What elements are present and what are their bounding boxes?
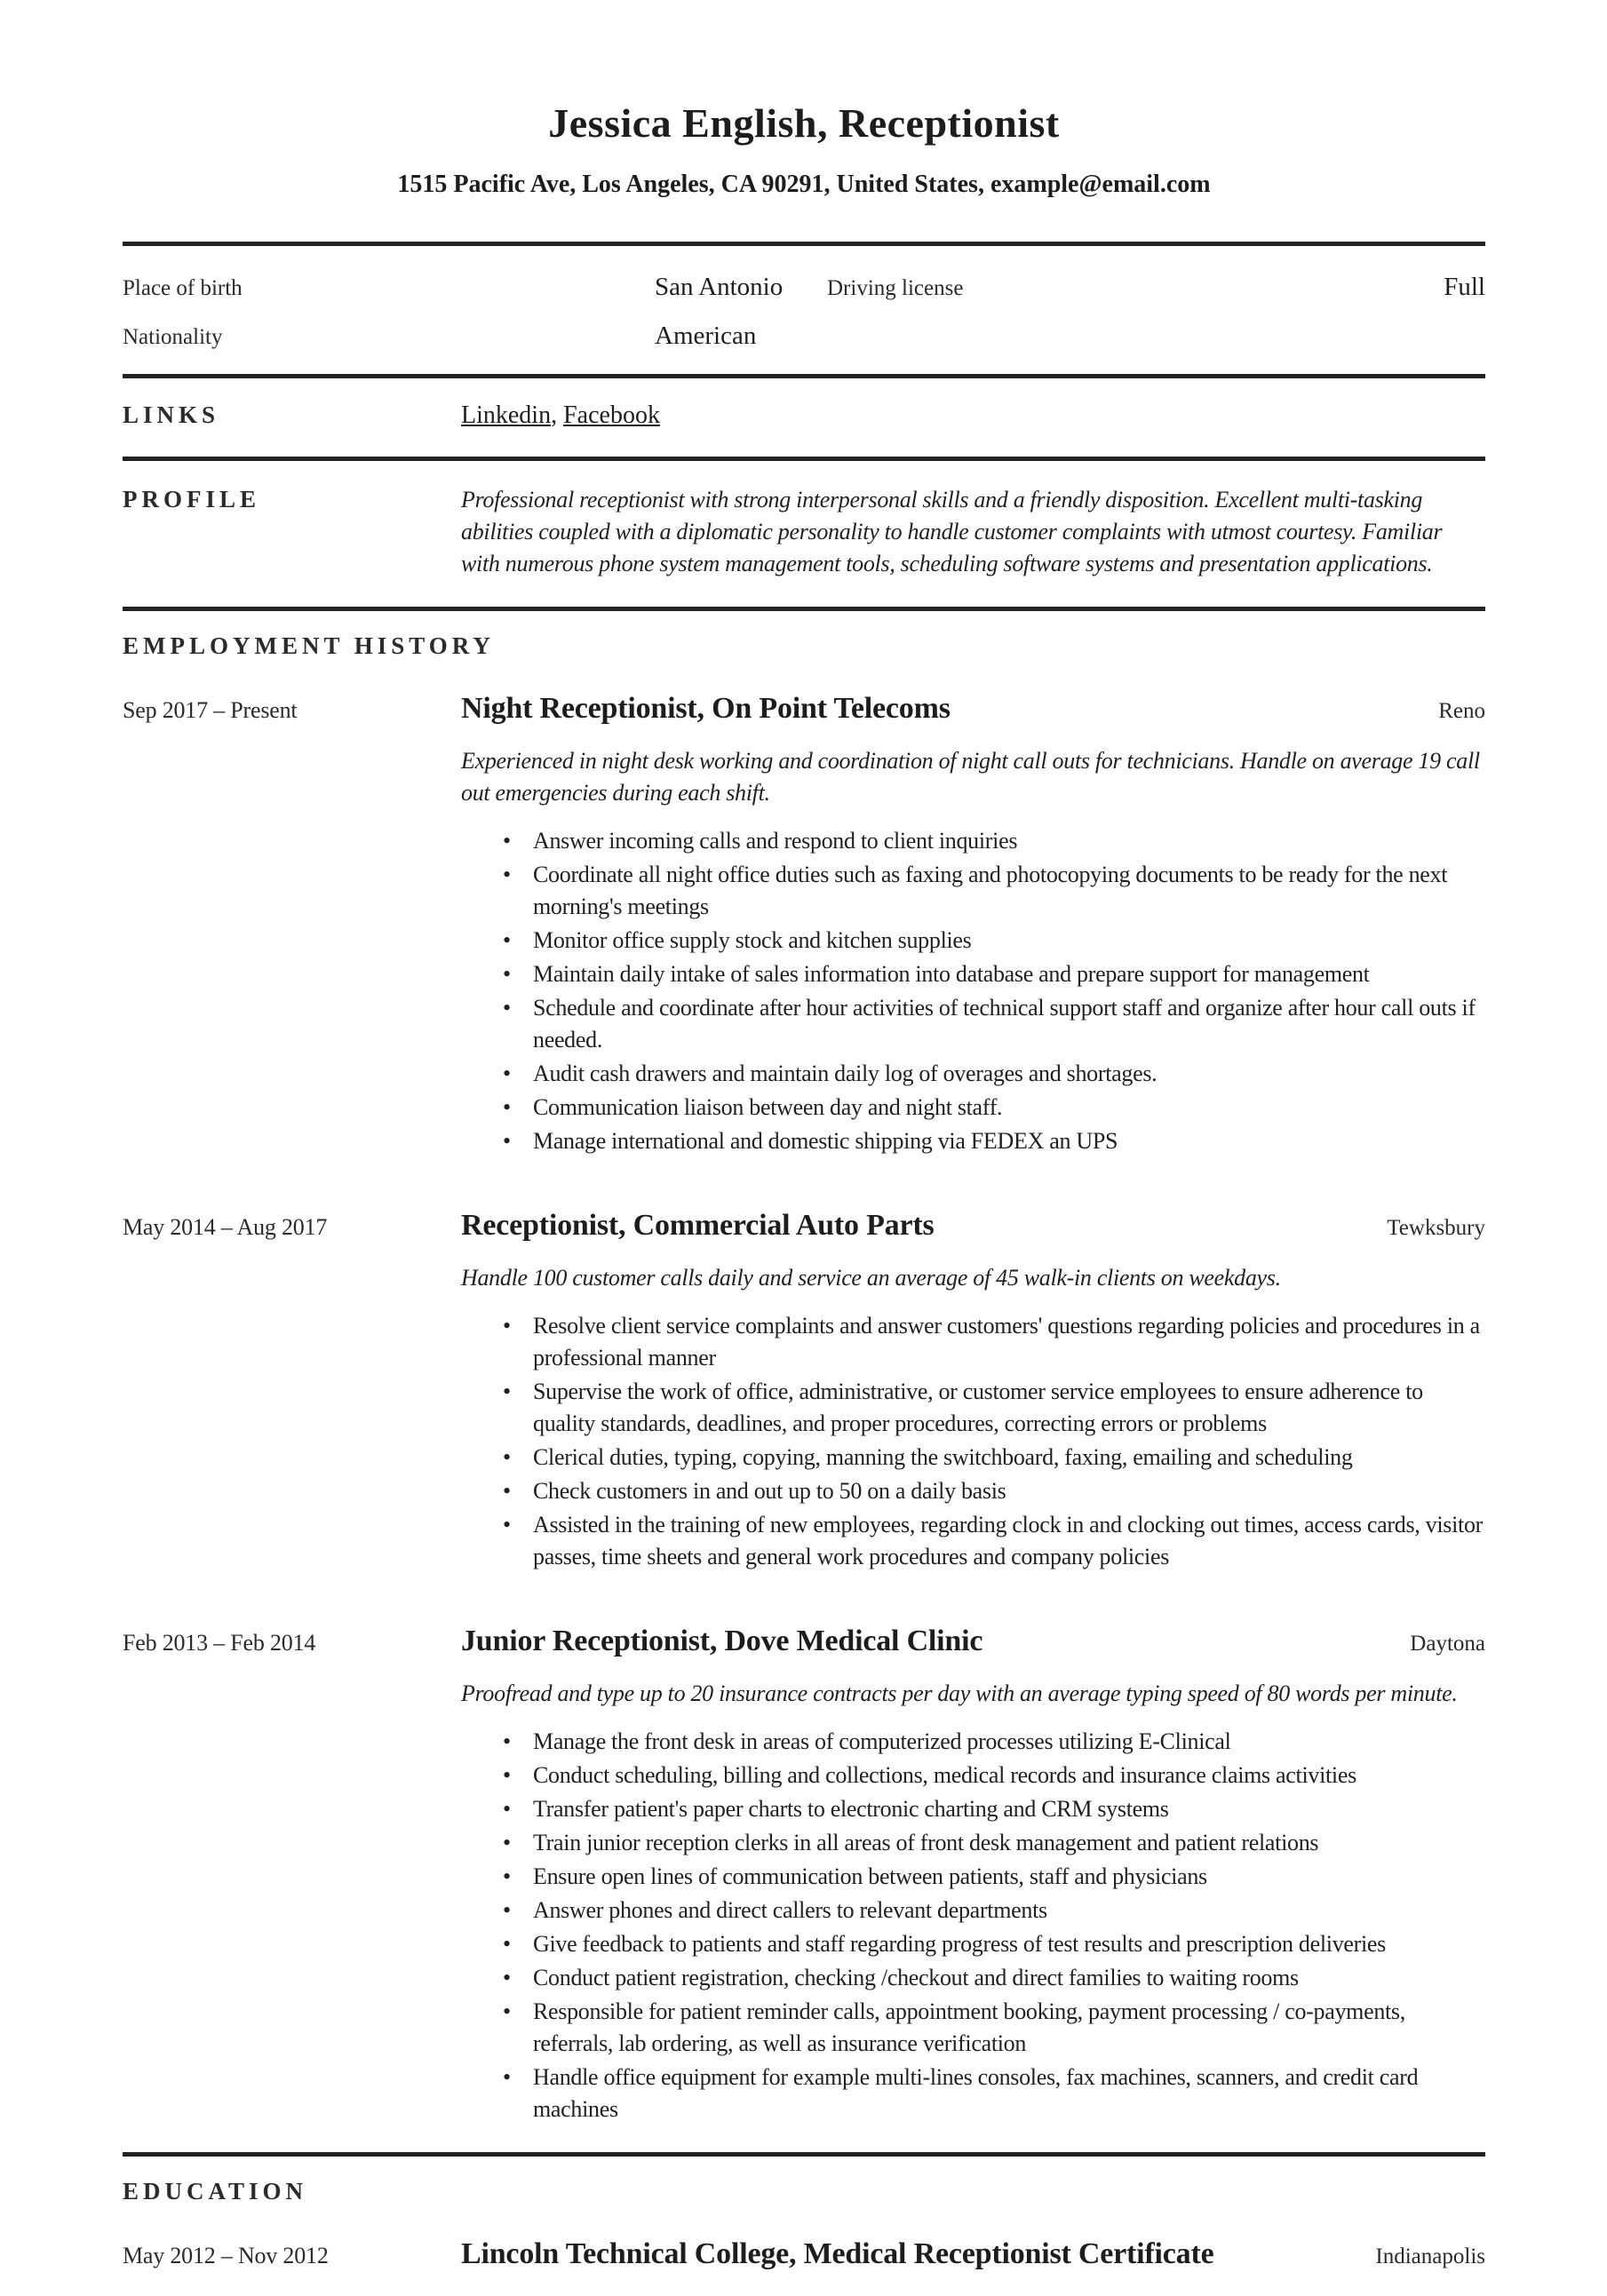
employment-history-heading: EMPLOYMENT HISTORY — [123, 632, 495, 660]
education-heading: EDUCATION — [123, 2178, 308, 2205]
job-bullet: • Monitor office supply stock and kitchen supplies — [461, 925, 1485, 957]
education-content — [461, 2237, 1485, 2271]
job-title: Night Receptionist, On Point Telecoms — [461, 692, 951, 726]
job-bullet: • Maintain daily intake of sales information into database and prepare support for management — [461, 958, 1485, 990]
education-location: Indianapolis — [1375, 2244, 1485, 2269]
profile-heading: PROFILE — [123, 486, 261, 513]
nationality-value: American — [655, 322, 757, 351]
job-bullet: • Check customers in and out up to 50 on a daily basis — [461, 1475, 1485, 1507]
links-line — [461, 401, 1485, 430]
profile-text: Professional receptionist with strong interpersonal skills and a friendly disposition. Excellent multi-tasking abilities coupled with a diplomatic personality to handle customer complaints with utmost courtesy. Familiar with numerous phone system management tools, scheduling software systems and presentation applications. — [461, 487, 1443, 577]
job-dates: May 2014 – Aug 2017 — [123, 1214, 328, 1241]
job-dates: Feb 2013 – Feb 2014 — [123, 1630, 316, 1656]
job-bullet-list — [461, 1310, 1485, 1573]
profile-section — [123, 457, 1485, 607]
contact-line: 1515 Pacific Ave, Los Angeles, CA 90291, United States, example@email.com — [397, 171, 1211, 199]
job-summary: Proofread and type up to 20 insurance contracts per day with an average typing speed of 80 words per minute. — [461, 1680, 1458, 1707]
job-content — [461, 692, 1485, 1159]
job-bullet: • Audit cash drawers and maintain daily log of overages and shortages. — [461, 1058, 1485, 1090]
job-bullet: • Communication liaison between day and night staff. — [461, 1092, 1485, 1124]
job-bullet: • Train junior reception clerks in all areas of front desk management and patient relations — [461, 1827, 1485, 1859]
job-bullet: • Conduct scheduling, billing and collections, medical records and insurance claims activities — [461, 1760, 1485, 1792]
job-location: Daytona — [1410, 1632, 1485, 1656]
job-bullet: • Schedule and coordinate after hour activities of technical support staff and organize after hour call outs if needed. — [461, 992, 1485, 1056]
job-title-row — [461, 1209, 1485, 1243]
job-title: Junior Receptionist, Dove Medical Clinic — [461, 1625, 983, 1658]
job-bullet-list — [461, 825, 1485, 1157]
linkedin-link[interactable]: Linkedin — [461, 401, 552, 430]
job-bullet: • Clerical duties, typing, copying, manning the switchboard, faxing, emailing and scheduling — [461, 1442, 1485, 1474]
place-of-birth-label: Place of birth — [123, 276, 243, 301]
job-entry-night-receptionist — [123, 692, 1485, 1159]
education-entry — [123, 2237, 1485, 2271]
job-bullet: • Handle office equipment for example multi-lines consoles, fax machines, scanners, and credit card machines — [461, 2062, 1485, 2125]
job-content — [461, 1625, 1485, 2127]
job-bullet-list — [461, 1726, 1485, 2125]
job-title: Receptionist, Commercial Auto Parts — [461, 1209, 935, 1243]
job-bullet: • Responsible for patient reminder calls, appointment booking, payment processing / co-payments, referrals, lab ordering, as well as insurance verification — [461, 1996, 1485, 2060]
links-separator: , — [551, 401, 564, 430]
personal-details-section — [123, 242, 1485, 374]
job-bullet: • Assisted in the training of new employees, regarding clock in and clocking out times, access cards, visitor passes, time sheets and general work procedures and company policies — [461, 1509, 1485, 1573]
job-bullet: • Transfer patient's paper charts to electronic charting and CRM systems — [461, 1793, 1485, 1825]
details-row-1 — [123, 273, 1485, 302]
education-dates: May 2012 – Nov 2012 — [123, 2243, 329, 2269]
job-entry-receptionist-auto-parts — [123, 1209, 1485, 1575]
job-summary: Handle 100 customer calls daily and service an average of 45 walk-in clients on weekdays. — [461, 1265, 1281, 1291]
job-bullet: • Resolve client service complaints and answer customers' questions regarding policies and procedures in a professional manner — [461, 1310, 1485, 1374]
driving-license-label: Driving license — [827, 276, 964, 301]
nationality-label: Nationality — [123, 325, 223, 350]
job-dates: Sep 2017 – Present — [123, 697, 298, 724]
employment-history-section — [123, 607, 1485, 2152]
job-bullet: • Coordinate all night office duties such as faxing and photocopying documents to be ready for the next morning's meetings — [461, 859, 1485, 923]
job-bullet: • Give feedback to patients and staff regarding progress of test results and prescription deliveries — [461, 1928, 1485, 1960]
candidate-name: Jessica English, Receptionist — [548, 100, 1060, 146]
job-bullet: • Conduct patient registration, checking /checkout and direct families to waiting rooms — [461, 1962, 1485, 1994]
job-content — [461, 1209, 1485, 1575]
job-location: Tewksbury — [1387, 1216, 1485, 1241]
links-section — [123, 374, 1485, 457]
education-title-row — [461, 2237, 1485, 2271]
job-bullet: • Manage international and domestic shipping via FEDEX an UPS — [461, 1125, 1485, 1157]
place-of-birth-value: San Antonio — [655, 273, 784, 302]
driving-license-value: Full — [1444, 273, 1485, 302]
job-title-row — [461, 692, 1485, 726]
resume-header — [123, 99, 1485, 199]
job-summary: Experienced in night desk working and coordination of night call outs for technicians. Handle on average 19 call out emergencies during each shift. — [461, 748, 1480, 806]
job-bullet: • Manage the front desk in areas of computerized processes utilizing E-Clinical — [461, 1726, 1485, 1758]
links-heading: LINKS — [123, 401, 220, 429]
details-row-2 — [123, 322, 1485, 351]
job-title-row — [461, 1625, 1485, 1658]
education-title: Lincoln Technical College, Medical Receptionist Certificate — [461, 2237, 1214, 2271]
job-bullet: • Answer incoming calls and respond to client inquiries — [461, 825, 1485, 857]
job-location: Reno — [1438, 699, 1485, 724]
education-section — [123, 2152, 1485, 2296]
job-entry-junior-receptionist — [123, 1625, 1485, 2127]
job-bullet: • Supervise the work of office, administrative, or customer service employees to ensure adherence to quality standards, deadlines, and proper procedures, correcting errors or problems — [461, 1376, 1485, 1440]
job-bullet: • Ensure open lines of communication between patients, staff and physicians — [461, 1861, 1485, 1893]
job-bullet: • Answer phones and direct callers to relevant departments — [461, 1895, 1485, 1927]
facebook-link[interactable]: Facebook — [563, 401, 660, 430]
